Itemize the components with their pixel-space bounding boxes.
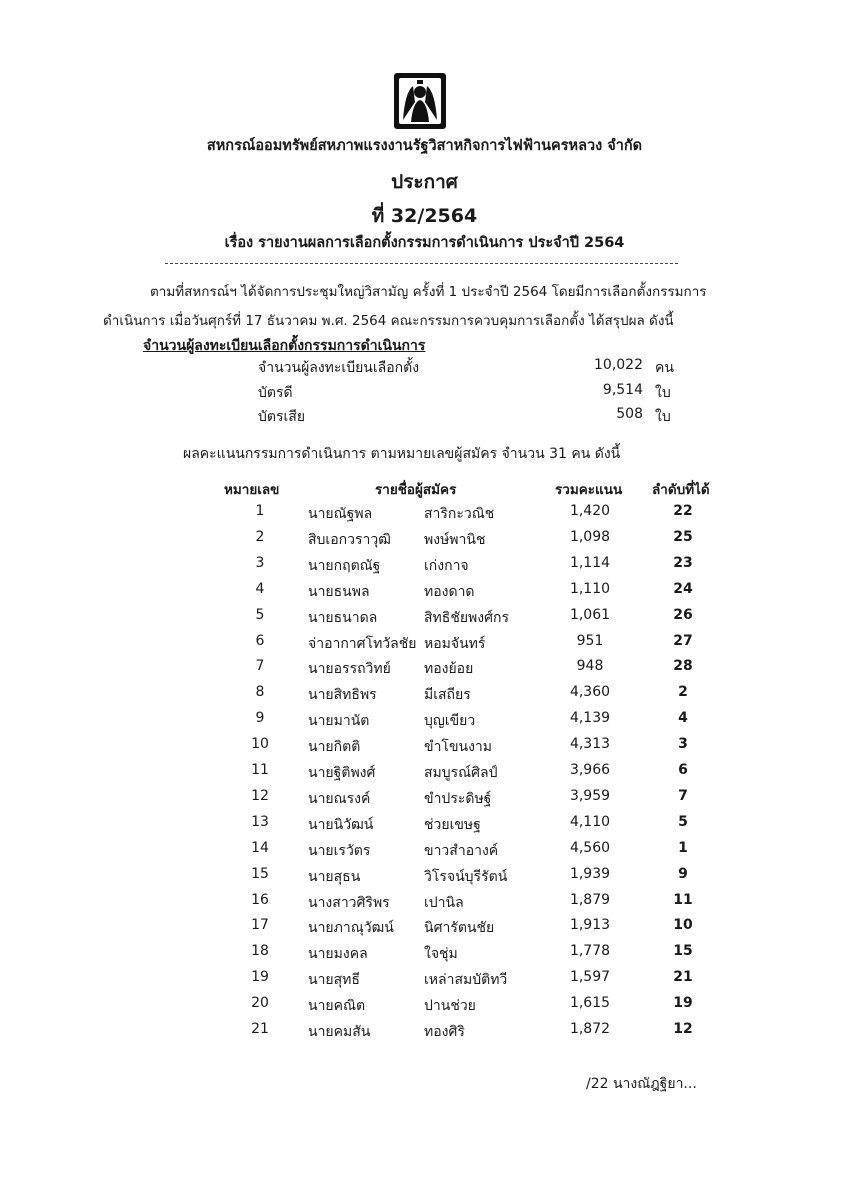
candidate-rank: 9 [678,865,688,882]
table-row [0,840,849,866]
table-header [0,478,849,500]
candidate-score: 4,360 [569,684,611,701]
candidate-score: 4,139 [569,710,611,727]
candidate-last-name: ขำโขนงาม [424,739,493,756]
candidate-first-name: นายสุทธี [308,972,360,989]
results-intro: ผลคะแนนกรรมการดำเนินการ ตามหมายเลขผู้สมัคร จำนวน 31 คน ดังนี้ [183,446,621,462]
candidate-first-name: จ่าอากาศโทวัลชัย [308,635,417,652]
candidate-first-name: นายเรวัตร [308,842,371,859]
candidate-last-name: เปานิล [424,894,464,911]
candidate-rank: 2 [678,684,688,701]
candidate-last-name: ทองดาด [424,583,475,600]
candidate-last-name: เก่งกาจ [424,557,469,574]
candidate-first-name: นายนิวัฒน์ [308,816,374,833]
candidate-first-name: นายมานัต [308,713,370,730]
table-row [0,736,849,762]
candidate-number: 12 [251,787,269,804]
candidate-rank: 21 [673,969,693,986]
candidate-rank: 23 [673,554,693,571]
stat-unit: ใบ [655,385,671,401]
candidate-score: 1,110 [569,580,611,597]
candidate-rank: 19 [673,995,693,1012]
candidate-first-name: นายคณิต [308,998,366,1015]
candidate-last-name: เหล่าสมบัติทวี [424,972,508,989]
candidate-rank: 10 [673,917,693,934]
intro-paragraph-line-1: ตามที่สหกรณ์ฯ ได้จัดการประชุมใหญ่วิสามัญ ครั้งที่ 1 ประจำปี 2564 โดยมีการเลือกตั้งกรรมการ [150,284,707,300]
candidate-rank: 11 [673,891,693,908]
candidate-number: 14 [251,839,269,856]
candidate-last-name: ขำประดิษฐ์ [424,790,492,807]
stat-unit: ใบ [655,409,671,425]
candidate-rank: 4 [678,710,688,727]
candidate-number: 11 [251,762,269,778]
candidate-score: 1,913 [569,917,611,934]
candidate-rank: 22 [673,503,693,519]
candidate-first-name: นายกิตติ [308,739,361,756]
candidate-last-name: ทองศิริ [424,1024,465,1040]
candidate-score: 1,615 [569,995,611,1012]
candidate-score: 1,098 [569,528,611,545]
table-row [0,866,849,892]
table-row [0,684,849,710]
candidate-last-name: วิโรจน์บุรีรัตน์ [424,868,508,885]
stat-value: 10,022 [594,357,643,373]
candidate-rank: 7 [678,787,688,804]
candidate-last-name: หอมจันทร์ [424,635,486,652]
candidate-first-name: นายสิทธิพร [308,687,377,704]
candidate-number: 9 [255,710,265,727]
candidate-number: 3 [255,554,265,571]
candidate-score: 1,778 [569,943,611,960]
candidate-first-name: นายธนาดล [308,609,378,626]
candidate-score: 951 [576,632,604,649]
candidate-number: 19 [251,969,269,986]
candidate-score: 4,560 [569,839,611,856]
stat-value: 508 [616,406,643,422]
candidate-score: 1,420 [569,503,611,519]
voter-stat-row [0,406,849,430]
table-row [0,581,849,607]
candidate-first-name: นายณัฐพล [308,506,373,522]
candidate-number: 7 [255,658,265,675]
candidate-number: 2 [255,528,265,545]
candidate-rank: 26 [673,606,693,623]
intro-paragraph-line-2: ดำเนินการ เมื่อวันศุกร์ที่ 17 ธันวาคม พ.ศ. 2564 คณะกรรมการควบคุมการเลือกตั้ง ได้สรุปผล ดังนี้ [103,313,674,329]
candidate-score: 1,939 [569,865,611,882]
candidate-first-name: นายคมสัน [308,1024,371,1040]
candidate-score: 948 [576,658,604,675]
candidate-rank: 12 [673,1021,693,1037]
table-row [0,555,849,581]
candidate-score: 4,110 [569,813,611,830]
stat-label: บัตรเสีย [258,409,306,425]
candidate-first-name: นายภาณุวัฒน์ [308,920,394,937]
stat-label: บัตรดี [258,385,293,401]
candidate-last-name: สาริกะวณิช [424,506,495,522]
candidate-last-name: สิทธิชัยพงศ์กร [424,609,509,626]
candidate-rank: 15 [673,943,693,960]
cooperative-logo [393,72,447,130]
candidate-first-name: นายอรรถวิทย์ [308,661,391,678]
candidate-last-name: นิศารัตนชัย [424,920,495,937]
voter-stat-row [0,382,849,406]
candidate-number: 4 [255,580,265,597]
candidate-rank: 25 [673,528,693,545]
candidate-last-name: ทองย้อย [424,661,474,678]
candidate-first-name: นายธนพล [308,583,370,600]
candidate-last-name: ช่วยเขษฐ [424,816,481,833]
candidate-last-name: มีเสถียร [424,687,471,704]
table-row [0,710,849,736]
candidate-last-name: บุญเขียว [424,713,476,730]
candidate-first-name: นายมงคล [308,946,368,963]
candidate-rank: 27 [673,632,693,649]
candidate-rank: 28 [673,658,693,675]
candidate-score: 1,879 [569,891,611,908]
candidate-first-name: นายณรงค์ [308,790,371,807]
continuation-note: /22 นางณัฎฐิยา... [586,1076,697,1092]
candidate-number: 5 [255,606,265,623]
announcement-subject: เรื่อง รายงานผลการเลือกตั้งกรรมการดำเนินการ ประจำปี 2564 [224,235,625,251]
candidate-score: 1,872 [569,1021,611,1037]
announcement-title: ประกาศ [391,171,458,193]
header-total-score: รวมคะแนน [555,482,623,498]
table-row [0,995,849,1021]
candidate-number: 6 [255,632,265,649]
candidate-last-name: ขาวสำอางค์ [424,842,499,859]
table-row [0,529,849,555]
candidate-number: 20 [251,995,269,1012]
table-row [0,814,849,840]
voters-section-heading: จำนวนผู้ลงทะเบียนเลือกตั้งกรรมการดำเนินการ [143,338,426,354]
table-row [0,607,849,633]
candidate-last-name: สมบูรณ์ศิลป์ [424,765,498,781]
table-row [0,969,849,995]
stat-label: จำนวนผู้ลงทะเบียนเลือกตั้ง [258,360,420,376]
candidate-score: 1,114 [569,554,611,571]
table-row [0,633,849,659]
candidate-number: 21 [251,1021,269,1037]
candidate-last-name: พงษ์พานิช [424,531,486,548]
divider [165,263,678,264]
candidate-rank: 5 [678,813,688,830]
candidate-last-name: ใจชุ่ม [424,946,458,963]
candidate-first-name: นายสุธน [308,868,361,885]
candidate-first-name: สิบเอกวราวุฒิ [308,531,391,548]
candidate-number: 15 [251,865,269,882]
candidate-rank: 1 [678,839,688,856]
candidate-score: 4,313 [569,736,611,753]
table-row [0,503,849,529]
organization-name: สหกรณ์ออมทรัพย์สหภาพแรงงานรัฐวิสาหกิจการไฟฟ้านครหลวง จำกัด [206,138,643,154]
candidate-score: 3,966 [569,762,611,778]
table-row [0,658,849,684]
table-row [0,892,849,918]
candidate-score: 1,597 [569,969,611,986]
header-rank: ลำดับที่ได้ [652,482,710,498]
table-row [0,917,849,943]
candidate-number: 16 [251,891,269,908]
candidate-rank: 6 [678,762,688,778]
candidate-rank: 3 [678,736,688,753]
voter-stat-row [0,357,849,381]
header-number: หมายเลข [224,482,280,498]
candidate-number: 18 [251,943,269,960]
candidate-number: 10 [251,736,269,753]
candidate-rank: 24 [673,580,693,597]
stat-value: 9,514 [602,382,643,398]
header-candidate-name: รายชื่อผู้สมัคร [375,482,457,498]
candidate-score: 3,959 [569,787,611,804]
table-row [0,788,849,814]
announcement-number: ที่ 32/2564 [371,205,478,227]
candidate-first-name: นางสาวศิริพร [308,894,390,911]
table-row [0,1021,849,1047]
table-row [0,762,849,788]
candidate-number: 17 [251,917,269,934]
candidate-number: 13 [251,813,269,830]
candidate-number: 8 [255,684,265,701]
candidate-first-name: นายกฤตณัฐ [308,557,381,574]
table-row [0,943,849,969]
candidate-first-name: นายฐิติพงศ์ [308,765,376,781]
candidate-score: 1,061 [569,606,611,623]
candidate-number: 1 [255,503,265,519]
candidate-last-name: ปานช่วย [424,998,476,1015]
stat-unit: คน [655,360,674,376]
